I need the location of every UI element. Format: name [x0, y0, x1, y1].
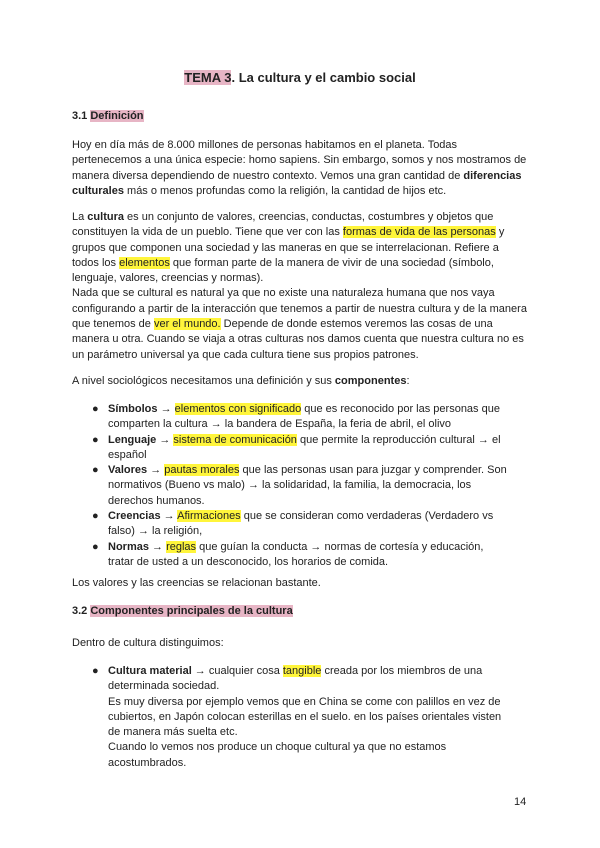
- section-heading-definition: [72, 110, 144, 122]
- page-title: [0, 70, 600, 85]
- title-rest: . La cultura y el cambio social: [231, 70, 416, 85]
- text: A nivel sociológicos necesitamos una definición y sus: [72, 375, 335, 387]
- bold-text: Valores: [108, 464, 148, 477]
- highlighted-text: reglas: [166, 540, 197, 553]
- arrow-text: →: [191, 665, 209, 677]
- text: y grupos que componen una sociedad y las maneras en que se interrelacionan. Refiere a todos los: [72, 226, 505, 269]
- text: Depende de donde estemos veremos las cosas de una manera u otra. Cuando se viaja a otras culturas nos damos cuenta que nuestra cultura no es un parámetro universal ya que cada cultura tiene sus propios patrones.: [72, 318, 524, 361]
- text: que se consideran como verdaderas (Verdadero vs falso) → la religión,: [108, 510, 494, 538]
- paragraph-culture-definition: [72, 210, 528, 363]
- text: La: [72, 211, 88, 223]
- bullet-icon: ●: [92, 540, 99, 553]
- page-number: 14: [514, 796, 527, 808]
- bold-text: diferencias culturales: [72, 169, 522, 197]
- highlighted-text: ver el mundo.: [153, 318, 221, 331]
- text: Nada que se cultural es natural ya que no existe una naturaleza humana que nos vaya configurando a partir de la interacción que tenemos a partir de nuestra cultura y de la manera que tenemos de: [72, 287, 527, 331]
- list-item: [92, 463, 512, 509]
- arrow-text: →: [147, 464, 165, 477]
- bold-text: Normas: [108, 540, 149, 553]
- paragraph-distinguish: Dentro de cultura distinguimos:: [72, 637, 224, 649]
- text: creada por los miembros de una determinada sociedad.: [108, 665, 483, 693]
- highlighted-text: sistema de comunicación: [173, 433, 297, 446]
- text: que es reconocido por las personas que comparten la cultura → la bandera de España, la feria de abril, el olivo: [108, 403, 500, 431]
- bold-text: componentes: [334, 375, 407, 387]
- bold-text: Lenguaje: [108, 433, 157, 446]
- list-item: [92, 664, 512, 771]
- text: que permite la reproducción cultural → el español: [108, 433, 501, 461]
- text: :: [406, 375, 410, 387]
- arrow-text: →: [156, 433, 174, 446]
- text: cualquier cosa: [208, 665, 283, 677]
- section-number: 3.1: [72, 110, 88, 122]
- bullet-icon: ●: [92, 403, 99, 415]
- text: Hoy en día más de 8.000 millones de personas habitamos en el planeta. Todas pertenecemos a una única especie: homo sapiens. Sin embargo, somos y nos mostramos de manera diversa dependiendo de nuestro contexto. Vemos una gran cantidad de: [72, 139, 527, 182]
- highlighted-text: elementos con significado: [174, 403, 302, 415]
- components-list: [92, 402, 512, 570]
- highlighted-text: pautas morales: [164, 464, 240, 477]
- bullet-icon: ●: [92, 464, 99, 477]
- list-item: [92, 509, 512, 540]
- text: Cuando lo vemos nos produce un choque cultural ya que no estamos acostumbrados.: [108, 741, 447, 769]
- text: Es muy diversa por ejemplo vemos que en China se come con palillos en vez de cubiertos, en Japón colocan esterillas en el suelo. en los países orientales visten de manera más suelta etc.: [108, 695, 502, 739]
- bold-text: Creencias: [108, 510, 161, 523]
- paragraph-components-intro: [72, 374, 528, 389]
- title-highlight: TEMA 3: [184, 70, 232, 85]
- bold-text: cultura: [87, 211, 124, 223]
- list-item: [92, 433, 512, 464]
- text: es un conjunto de valores, creencias, conductas, costumbres y objetos que constituyen la vida de un pueblo. Tiene que ver con las: [72, 211, 494, 239]
- arrow-text: →: [148, 540, 167, 553]
- list-item: [92, 540, 512, 571]
- bullet-icon: ●: [92, 665, 99, 677]
- section-number: 3.2: [72, 605, 88, 617]
- paragraph-values-note: Los valores y las creencias se relacionan bastante.: [72, 577, 321, 589]
- bold-text: Cultura material: [108, 665, 192, 677]
- bullet-icon: ●: [92, 510, 99, 523]
- text: más o menos profundas como la religión, la cantidad de hijos etc.: [123, 184, 447, 197]
- section-heading-components: [72, 605, 293, 617]
- text: que guían la conducta → normas de cortesía y educación, tratar de usted a un desconocido, los horarios de comida.: [108, 540, 484, 568]
- highlighted-text: Afirmaciones: [177, 510, 241, 523]
- culture-types-list: [92, 664, 512, 771]
- highlighted-text: elementos: [119, 256, 170, 269]
- arrow-text: →: [157, 403, 175, 415]
- bullet-icon: ●: [92, 433, 99, 446]
- highlighted-text: formas de vida de las personas: [342, 226, 496, 239]
- highlighted-text: tangible: [282, 665, 322, 677]
- arrow-text: →: [160, 510, 178, 523]
- section-heading-text: Definición: [90, 110, 144, 122]
- text: que forman parte de la manera de vivir de una sociedad (símbolo, lenguaje, valores, creencias y normas).: [72, 256, 494, 285]
- text: que las personas usan para juzgar y comprender. Son normativos (Bueno vs malo) → la solidaridad, la familia, la democracia, los derechos humanos.: [108, 464, 507, 507]
- paragraph-intro: [72, 138, 528, 199]
- list-item: [92, 402, 512, 433]
- section-heading-text: Componentes principales de la cultura: [90, 605, 293, 617]
- bold-text: Símbolos: [108, 403, 158, 415]
